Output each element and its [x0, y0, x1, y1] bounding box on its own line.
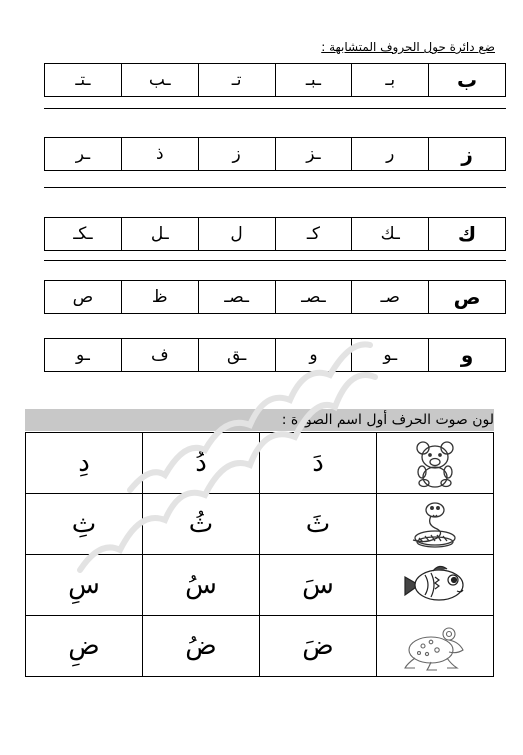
letter-cell[interactable]: ـر	[45, 138, 122, 171]
letter-row-1	[44, 63, 506, 97]
letter-kasra[interactable]: ثِ	[26, 494, 143, 555]
snake-picture	[377, 494, 494, 555]
letter-cell[interactable]: ـق	[198, 339, 275, 372]
letter-cell[interactable]: ـب	[121, 64, 198, 97]
letter-cell[interactable]: كـ	[275, 218, 352, 251]
snake-icon	[407, 498, 463, 550]
letter-cell[interactable]: تـ	[198, 64, 275, 97]
letter-cell[interactable]: ظ	[121, 281, 198, 314]
letter-row-3	[44, 217, 506, 251]
letter-cell[interactable]: ذ	[121, 138, 198, 171]
letter-fatha[interactable]: سَ	[260, 555, 377, 616]
letter-damma[interactable]: ثُ	[143, 494, 260, 555]
coloring-grid	[25, 432, 494, 677]
teddy-bear-icon	[409, 437, 461, 489]
key-letter: و	[429, 339, 506, 372]
key-letter: ك	[429, 218, 506, 251]
fish-picture	[377, 555, 494, 616]
key-letter: ب	[429, 64, 506, 97]
letter-cell[interactable]: ـصـ	[198, 281, 275, 314]
letter-kasra[interactable]: ضِ	[26, 616, 143, 677]
divider-line	[44, 187, 506, 188]
divider-line	[44, 108, 506, 109]
letter-cell[interactable]: ـتـ	[45, 64, 122, 97]
letter-damma[interactable]: سُ	[143, 555, 260, 616]
letter-cell[interactable]: ـك	[352, 218, 429, 251]
instruction-text: ضع دائرة حول الحروف المتشابهة :	[321, 40, 495, 54]
letter-cell[interactable]: و	[275, 339, 352, 372]
letter-cell[interactable]: ـز	[275, 138, 352, 171]
letter-fatha[interactable]: ضَ	[260, 616, 377, 677]
letter-cell[interactable]: ـو	[45, 339, 122, 372]
section-title: لون صوت الحرف أول اسم الصورة :	[25, 409, 494, 431]
teddy-bear-picture	[377, 433, 494, 494]
letter-cell[interactable]: ـل	[121, 218, 198, 251]
letter-cell[interactable]: ـصـ	[275, 281, 352, 314]
letter-cell[interactable]: ل	[198, 218, 275, 251]
letter-cell[interactable]: ـو	[352, 339, 429, 372]
letter-cell[interactable]: ز	[198, 138, 275, 171]
key-letter: ص	[429, 281, 506, 314]
letter-fatha[interactable]: ثَ	[260, 494, 377, 555]
divider-line	[44, 260, 506, 261]
letter-row-5	[44, 338, 506, 372]
letter-row-4	[44, 280, 506, 314]
letter-cell[interactable]: صـ	[352, 281, 429, 314]
fish-icon	[399, 559, 471, 611]
letter-kasra[interactable]: دِ	[26, 433, 143, 494]
letter-cell[interactable]: ف	[121, 339, 198, 372]
key-letter: ز	[429, 138, 506, 171]
letter-cell[interactable]: ـكـ	[45, 218, 122, 251]
letter-cell[interactable]: بـ	[352, 64, 429, 97]
letter-cell[interactable]: ر	[352, 138, 429, 171]
letter-damma[interactable]: دُ	[143, 433, 260, 494]
letter-cell[interactable]: ـبـ	[275, 64, 352, 97]
frog-picture	[377, 616, 494, 677]
letter-fatha[interactable]: دَ	[260, 433, 377, 494]
frog-icon	[401, 620, 469, 672]
letter-kasra[interactable]: سِ	[26, 555, 143, 616]
letter-cell[interactable]: ص	[45, 281, 122, 314]
letter-damma[interactable]: ضُ	[143, 616, 260, 677]
letter-row-2	[44, 137, 506, 171]
